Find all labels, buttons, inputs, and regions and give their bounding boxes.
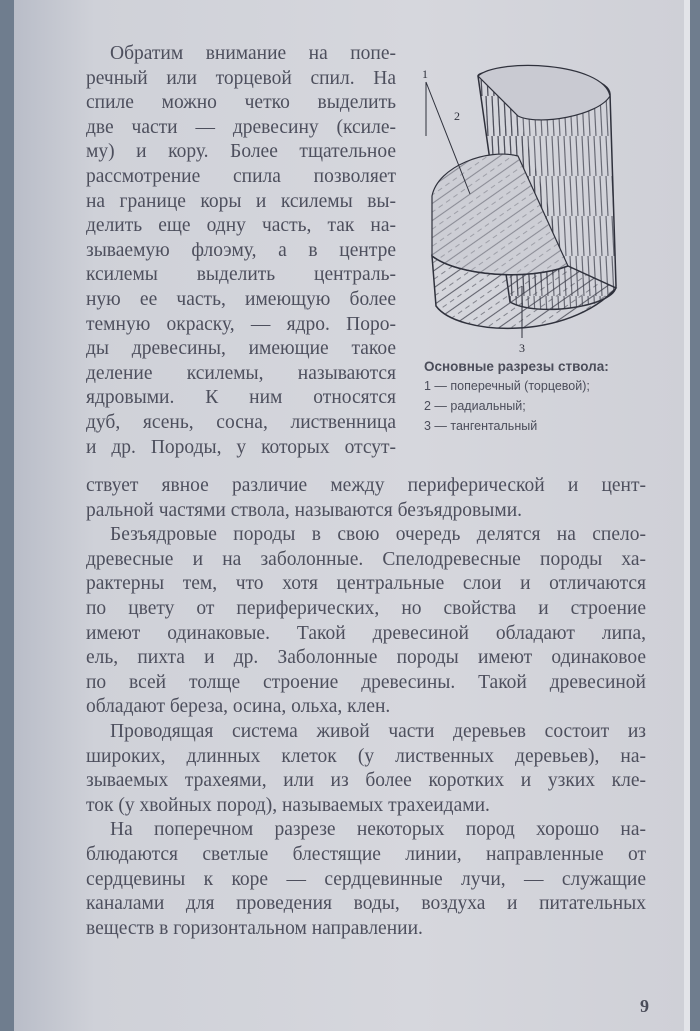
text-line: темную окраску, — ядро. Поро- xyxy=(86,313,396,335)
caption-item: 1 — поперечный (торцевой); xyxy=(424,379,590,393)
text-line: древесные и на заболонные. Спелодревесные породы ха- xyxy=(86,548,646,570)
text-line: рассмотрение спила позволяет xyxy=(86,165,396,187)
text-line: спиле можно четко выделить xyxy=(86,92,396,114)
text-line: му) и кору. Более тщательное xyxy=(86,141,396,163)
text-line: На поперечном разрезе некоторых пород хорошо на- xyxy=(110,819,646,841)
text-line: ную ее часть, имеющую более xyxy=(86,288,396,310)
text-line: ель, пихта и др. Заболонные породы имеют одинаковое xyxy=(86,647,646,669)
text-line: блюдаются светлые блестящие линии, направленные от xyxy=(86,843,646,865)
figure-caption xyxy=(424,358,634,436)
text-line: и др. Породы, у которых отсут- xyxy=(86,436,396,458)
text-line: деление ксилемы, называются xyxy=(86,362,396,384)
text-line: сердцевины к коре — сердцевинные лучи, — служащие xyxy=(86,868,646,890)
text-line: Проводящая система живой части деревьев состоит из xyxy=(110,720,646,742)
text-line: ствует явное различие между периферической и цент- xyxy=(86,475,646,496)
text-line: дуб, ясень, сосна, лиственница xyxy=(86,411,396,433)
text-line: Обратим внимание на попе- xyxy=(110,43,396,64)
text-line: зываемых трахеями, или из более коротких и узких кле- xyxy=(86,770,646,792)
text-body xyxy=(86,474,646,941)
text-line: ядровыми. К ним относятся xyxy=(86,387,396,409)
text-line: имеют одинаковые. Такой древесиной обладают липа, xyxy=(86,622,646,644)
caption-item: 2 — радиальный; xyxy=(424,399,526,413)
text-line: Безъядровые породы в свою очередь делятся на спело- xyxy=(110,524,646,546)
text-line: ток (у хвойных пород), называемых трахеидами. xyxy=(86,794,490,816)
text-line: речный или торцевой спил. На xyxy=(86,67,396,89)
text-line: по цвету от периферических, но свойства и строение xyxy=(86,597,646,619)
page-number: 9 xyxy=(640,996,649,1016)
caption-title: Основные разрезы ствола: xyxy=(424,359,609,374)
caption-item: 3 — тангентальный xyxy=(424,419,538,433)
text-line: ды древесины, имеющие такое xyxy=(86,338,396,360)
trunk-sections-figure xyxy=(418,56,633,356)
figure-label-3: 3 xyxy=(519,341,525,355)
paragraph-1-tail xyxy=(86,474,646,523)
figure-label-1: 1 xyxy=(422,67,428,81)
text-line: зываемую флоэму, а в центре xyxy=(86,239,396,261)
text-line: широких, длинных клеток (у лиственных деревьев), на- xyxy=(86,745,646,767)
text-line: ксилемы выделить централь- xyxy=(86,264,396,286)
text-line: веществ в горизонтальном направлении. xyxy=(86,917,423,939)
text-line: на границе коры и ксилемы вы- xyxy=(86,190,396,212)
text-line: делить еще одну часть, так на- xyxy=(86,215,396,237)
book-page xyxy=(14,0,690,1031)
text-line: ральной частями ствола, называются безъядровыми. xyxy=(86,499,523,521)
text-line: каналами для проведения воды, воздуха и питательных xyxy=(86,893,646,915)
paragraph-2 xyxy=(86,523,646,720)
text-line: по всей толще строение древесины. Такой древесиной xyxy=(86,671,646,693)
text-column xyxy=(86,42,396,460)
text-line: рактерны тем, что хотя центральные слои и отличаются xyxy=(86,573,646,595)
text-line: обладают береза, осина, ольха, клен. xyxy=(86,696,391,718)
text-line: две части — древесину (ксиле- xyxy=(86,116,396,138)
paragraph-4 xyxy=(86,818,646,941)
paragraph-3 xyxy=(86,720,646,818)
figure-label-2: 2 xyxy=(454,109,460,123)
